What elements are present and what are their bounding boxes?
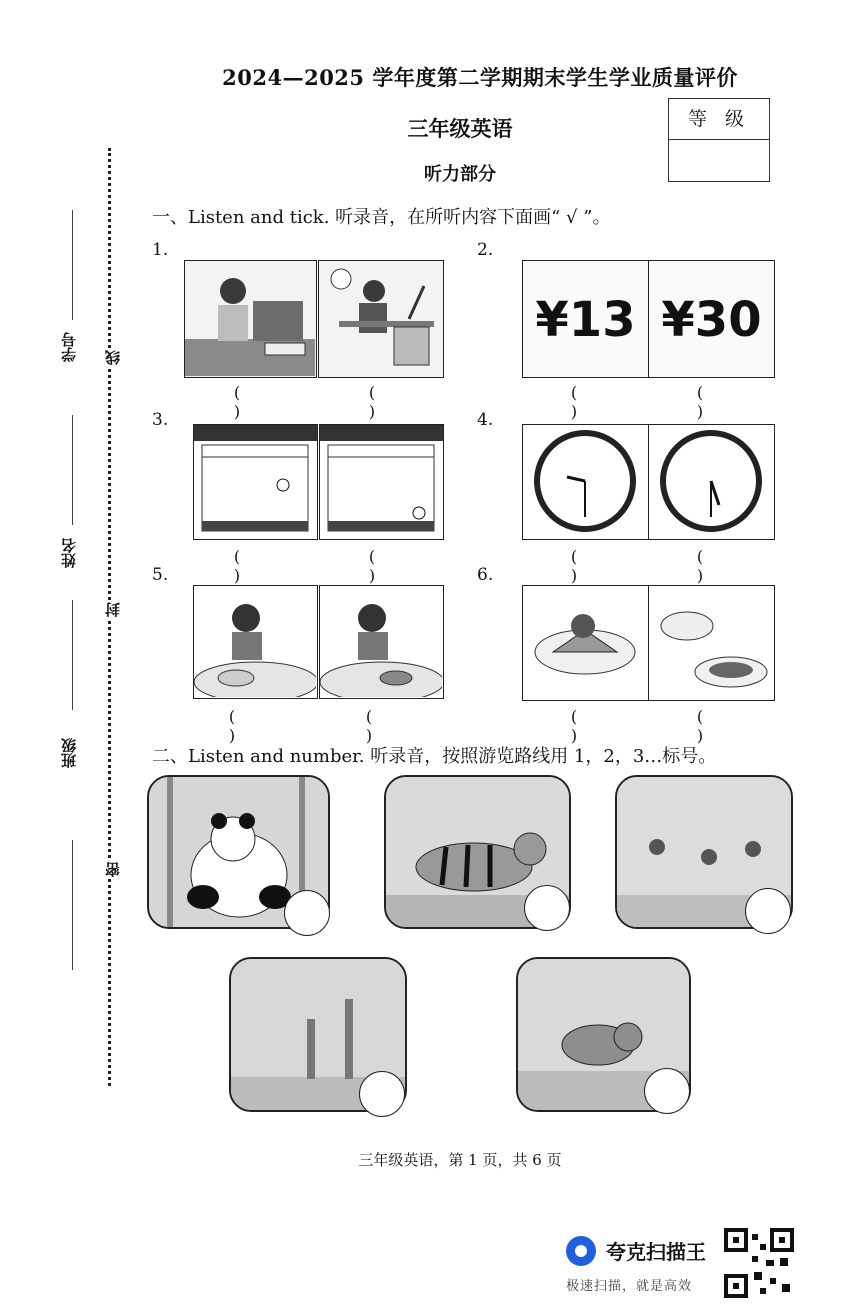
grade-box <box>668 98 770 182</box>
question-number: 2. <box>477 240 494 260</box>
answer-paren[interactable]: ( ) <box>696 707 730 745</box>
exam-subtitle: 三年级英语 <box>407 116 513 141</box>
pizza-icon <box>523 586 647 699</box>
seal-char-line: 线 <box>104 350 122 365</box>
student-name-label: 姓名 <box>60 538 78 568</box>
student-id-blank[interactable] <box>72 210 73 320</box>
scanner-tagline: 极速扫描，就是高效 <box>566 1279 693 1294</box>
number-circle[interactable] <box>644 1068 690 1114</box>
calendar-icon <box>320 441 442 537</box>
answer-paren[interactable]: ( ) <box>570 547 604 585</box>
number-circle[interactable] <box>524 885 570 931</box>
boy-reading-icon <box>185 261 315 376</box>
question-number: 3. <box>152 410 169 430</box>
answer-paren[interactable]: ( ) <box>570 707 604 745</box>
option-clock-1 <box>522 424 649 540</box>
answer-paren[interactable]: ( ) <box>233 547 267 585</box>
answer-paren[interactable]: ( ) <box>368 547 402 585</box>
answer-paren[interactable]: ( ) <box>228 707 262 745</box>
grade-field[interactable] <box>669 140 769 180</box>
answer-paren[interactable]: ( ) <box>233 383 267 421</box>
question-number: 6. <box>477 565 494 585</box>
option-boy-reading <box>184 260 317 378</box>
answer-paren[interactable]: ( ) <box>696 383 730 421</box>
student-name-blank[interactable] <box>72 415 73 525</box>
question-number: 5. <box>152 565 169 585</box>
option-calendar-15 <box>193 424 318 540</box>
answer-paren[interactable]: ( ) <box>570 383 604 421</box>
student-id-label: 学号 <box>60 332 78 362</box>
clock-icon <box>523 425 647 538</box>
page-footer: 三年级英语，第 1 页，共 6 页 <box>358 1151 562 1169</box>
qr-code-icon <box>724 1228 794 1298</box>
seal-char-seal: 封 <box>104 602 122 617</box>
option-pizza <box>522 585 649 701</box>
price-label: ¥30 <box>661 292 762 348</box>
option-girl-noodles <box>319 585 444 699</box>
answer-paren[interactable]: ( ) <box>368 383 402 421</box>
extra-blank <box>72 840 73 970</box>
part2-heading: 二、Listen and number. 听录音，按照游览路线用 1，2，3…标号。 <box>152 746 717 767</box>
grade-label: 等 级 <box>669 99 769 140</box>
option-price-30 <box>648 260 775 378</box>
scanner-logo-icon <box>566 1236 596 1266</box>
seal-char-secret: 密 <box>104 862 122 877</box>
calendar-icon <box>194 441 316 537</box>
number-circle[interactable] <box>745 888 791 934</box>
exam-title: 2024—2025 学年度第二学期期末学生学业质量评价 <box>222 65 738 90</box>
clock-icon <box>649 425 773 538</box>
number-circle[interactable] <box>359 1071 405 1117</box>
student-class-label: 班级 <box>60 738 78 768</box>
girl-eating-icon <box>194 586 316 697</box>
part1-heading: 一、Listen and tick. 听录音，在所听内容下面画“ √ ”。 <box>152 207 611 228</box>
option-price-13 <box>522 260 649 378</box>
section-title: 听力部分 <box>424 164 496 185</box>
scanner-brand: 夸克扫描王 <box>606 1240 706 1264</box>
price-label: ¥13 <box>535 292 636 348</box>
girl-eating-icon <box>320 586 442 697</box>
question-number: 4. <box>477 410 494 430</box>
number-circle[interactable] <box>284 890 330 936</box>
option-clock-2 <box>648 424 775 540</box>
answer-paren[interactable]: ( ) <box>365 707 399 745</box>
boy-writing-icon <box>319 261 442 376</box>
answer-paren[interactable]: ( ) <box>696 547 730 585</box>
option-girl-dumplings <box>193 585 318 699</box>
calendar-binding <box>320 425 443 441</box>
question-number: 1. <box>152 240 169 260</box>
calendar-binding <box>194 425 317 441</box>
student-class-blank[interactable] <box>72 600 73 710</box>
option-rice-meat <box>648 585 775 701</box>
rice-and-meat-icon <box>649 586 773 699</box>
option-boy-writing <box>318 260 444 378</box>
option-calendar-30 <box>319 424 444 540</box>
